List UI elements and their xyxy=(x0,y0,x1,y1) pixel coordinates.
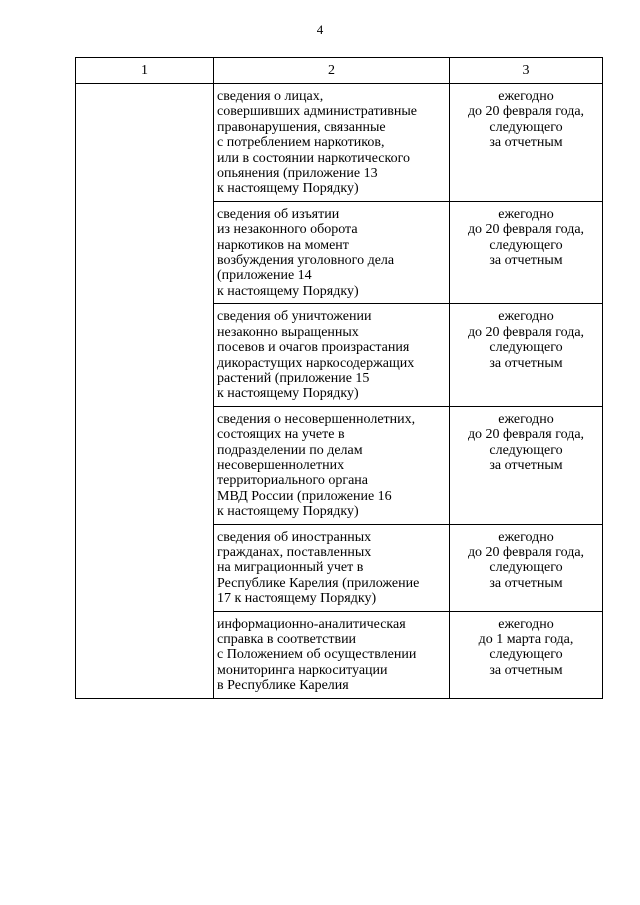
deadline-line: следующего xyxy=(489,442,563,458)
deadline-cell xyxy=(450,524,603,611)
description-line: МВД России (приложение 16 xyxy=(217,488,392,504)
description-line: гражданах, поставленных xyxy=(217,544,372,560)
description-line: информационно-аналитическая xyxy=(217,616,406,632)
description-line: подразделении по делам xyxy=(217,442,363,458)
description-line: сведения об уничтожении xyxy=(217,309,372,325)
deadline-line: до 1 марта года, xyxy=(478,632,574,647)
deadline-line: за отчетным xyxy=(489,135,563,151)
deadline-line: до 20 февраля года, xyxy=(467,544,585,560)
deadline-line: ежегодно xyxy=(498,206,554,222)
description-line: из незаконного оборота xyxy=(217,222,358,238)
deadline-line: следующего xyxy=(489,560,563,576)
deadline-line: ежегодно xyxy=(498,529,554,545)
report-description-cell xyxy=(214,524,450,611)
table-row xyxy=(76,84,603,202)
report-description-cell xyxy=(214,201,450,303)
deadline-cell xyxy=(450,304,603,406)
deadline-line: следующего xyxy=(489,647,563,663)
description-line: с Положением об осуществлении xyxy=(217,647,417,663)
description-line: незаконно выращенных xyxy=(217,324,359,340)
description-line: в Республике Карелия xyxy=(217,678,349,694)
deadline-line: следующего xyxy=(489,237,563,253)
description-line: опьянения (приложение 13 xyxy=(217,166,378,182)
report-description-cell xyxy=(214,611,450,698)
description-line: сведения о лицах, xyxy=(217,89,324,104)
deadline-line: следующего xyxy=(489,119,563,135)
description-line: посевов и очагов произрастания xyxy=(217,340,410,356)
deadline-cell xyxy=(450,406,603,524)
description-line: мониторинга наркоситуации xyxy=(217,662,388,678)
table-body xyxy=(76,84,603,699)
reporting-table xyxy=(75,57,603,699)
deadline-line: за отчетным xyxy=(489,253,563,269)
description-line: (приложение 14 xyxy=(217,268,312,284)
description-line: сведения об иностранных xyxy=(217,529,372,545)
deadline-line: до 20 февраля года, xyxy=(467,104,585,120)
description-line: с потреблением наркотиков, xyxy=(217,135,385,151)
column-header-2: 2 xyxy=(214,58,450,84)
deadline-cell xyxy=(450,611,603,698)
report-description-cell xyxy=(214,84,450,202)
description-line: 17 к настоящему Порядку) xyxy=(217,591,377,607)
report-description-cell xyxy=(214,304,450,406)
deadline-cell xyxy=(450,84,603,202)
description-line: несовершеннолетних xyxy=(217,457,345,473)
description-line: сведения об изъятии xyxy=(217,206,340,222)
description-line: дикорастущих наркосодержащих xyxy=(217,355,415,371)
description-line: или в состоянии наркотического xyxy=(217,150,410,166)
description-line: растений (приложение 15 xyxy=(217,370,370,386)
column-header-1: 1 xyxy=(76,58,214,84)
deadline-line: за отчетным xyxy=(489,575,563,591)
description-line: сведения о несовершеннолетних, xyxy=(217,411,416,427)
description-line: наркотиков на момент xyxy=(217,237,349,253)
description-line: к настоящему Порядку) xyxy=(217,181,359,197)
description-line: к настоящему Порядку) xyxy=(217,504,359,520)
deadline-line: следующего xyxy=(489,340,563,356)
deadline-line: ежегодно xyxy=(498,411,554,427)
description-line: справка в соответствии xyxy=(217,632,357,647)
description-line: возбуждения уголовного дела xyxy=(217,253,395,269)
page-number: 4 xyxy=(316,22,324,37)
description-line: территориального органа xyxy=(217,473,369,489)
description-line: Республике Карелия (приложение xyxy=(217,575,420,591)
description-line: к настоящему Порядку) xyxy=(217,386,359,402)
deadline-line: ежегодно xyxy=(498,89,554,104)
deadline-line: за отчетным xyxy=(489,662,563,678)
description-line: правонарушения, связанные xyxy=(217,119,386,135)
deadline-line: до 20 февраля года, xyxy=(467,324,585,340)
description-line: на миграционный учет в xyxy=(217,560,364,576)
deadline-cell xyxy=(450,201,603,303)
deadline-line: за отчетным xyxy=(489,457,563,473)
deadline-line: ежегодно xyxy=(498,616,554,632)
table-header-row xyxy=(76,58,603,84)
report-description-cell xyxy=(214,406,450,524)
deadline-line: до 20 февраля года, xyxy=(467,222,585,238)
description-line: совершивших административные xyxy=(217,104,417,120)
column-header-3: 3 xyxy=(450,58,603,84)
deadline-line: за отчетным xyxy=(489,355,563,371)
deadline-line: ежегодно xyxy=(498,309,554,325)
column-1-cell xyxy=(76,84,214,699)
description-line: состоящих на учете в xyxy=(217,427,345,443)
deadline-line: до 20 февраля года, xyxy=(467,427,585,443)
description-line: к настоящему Порядку) xyxy=(217,283,359,299)
